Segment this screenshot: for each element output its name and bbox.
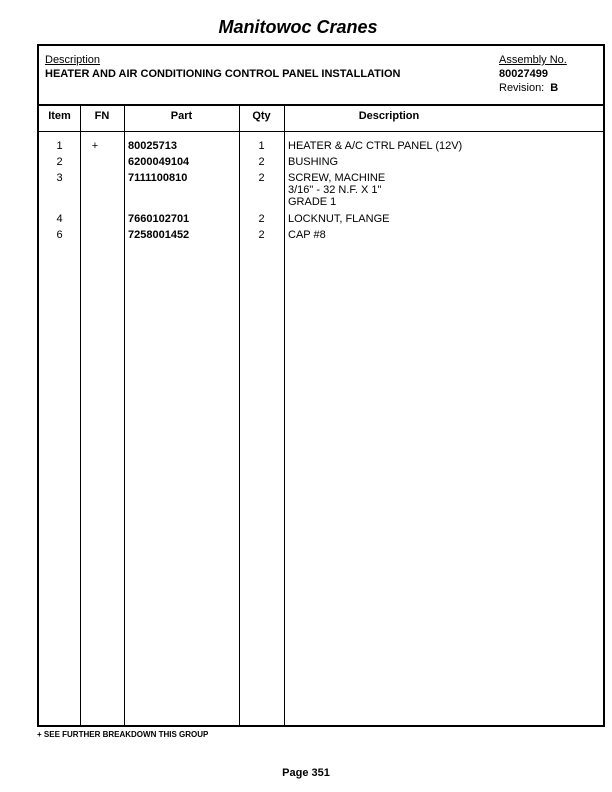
column-divider bbox=[284, 104, 285, 725]
row-part: 7111100810 bbox=[128, 172, 188, 184]
revision-value: B bbox=[550, 82, 559, 94]
row-part: 7660102701 bbox=[128, 213, 190, 225]
column-header-item: Item bbox=[48, 110, 71, 122]
row-description-detail: GRADE 1 bbox=[288, 196, 337, 208]
row-qty: 1 bbox=[258, 140, 265, 152]
row-part: 6200049104 bbox=[128, 156, 190, 168]
column-header-fn: FN bbox=[94, 110, 110, 122]
row-item: 4 bbox=[56, 213, 63, 225]
row-description: BUSHING bbox=[288, 156, 339, 168]
row-item: 2 bbox=[56, 156, 63, 168]
row-item: 6 bbox=[56, 229, 63, 241]
row-qty: 2 bbox=[258, 229, 265, 241]
column-header-description: Description bbox=[358, 110, 420, 122]
row-fn: + bbox=[91, 140, 99, 152]
row-description: HEATER & A/C CTRL PANEL (12V) bbox=[288, 140, 463, 152]
footnote: + SEE FURTHER BREAKDOWN THIS GROUP bbox=[37, 730, 209, 739]
row-description: CAP #8 bbox=[288, 229, 326, 241]
column-header-qty: Qty bbox=[252, 110, 271, 122]
parts-list-frame bbox=[37, 44, 605, 727]
row-description: SCREW, MACHINE bbox=[288, 172, 386, 184]
column-divider bbox=[239, 104, 240, 725]
description-label: Description bbox=[45, 54, 101, 66]
row-description: LOCKNUT, FLANGE bbox=[288, 213, 390, 225]
row-qty: 2 bbox=[258, 156, 265, 168]
assembly-number: 80027499 bbox=[499, 68, 548, 80]
assembly-description: HEATER AND AIR CONDITIONING CONTROL PANEL INSTALLATION bbox=[45, 68, 401, 80]
row-description-detail: 3/16" - 32 N.F. X 1" bbox=[288, 184, 382, 196]
row-item: 1 bbox=[56, 140, 63, 152]
assembly-number-label: Assembly No. bbox=[499, 54, 567, 66]
revision bbox=[499, 82, 558, 94]
column-divider bbox=[124, 104, 125, 725]
revision-label: Revision: bbox=[499, 82, 545, 94]
row-part: 80025713 bbox=[128, 140, 177, 152]
row-qty: 2 bbox=[258, 172, 265, 184]
page-title: Manitowoc Cranes bbox=[218, 17, 378, 37]
column-header-part: Part bbox=[170, 110, 193, 122]
page-number: Page 351 bbox=[282, 767, 330, 779]
column-divider bbox=[80, 104, 81, 725]
row-part: 7258001452 bbox=[128, 229, 190, 241]
row-qty: 2 bbox=[258, 213, 265, 225]
row-item: 3 bbox=[56, 172, 63, 184]
